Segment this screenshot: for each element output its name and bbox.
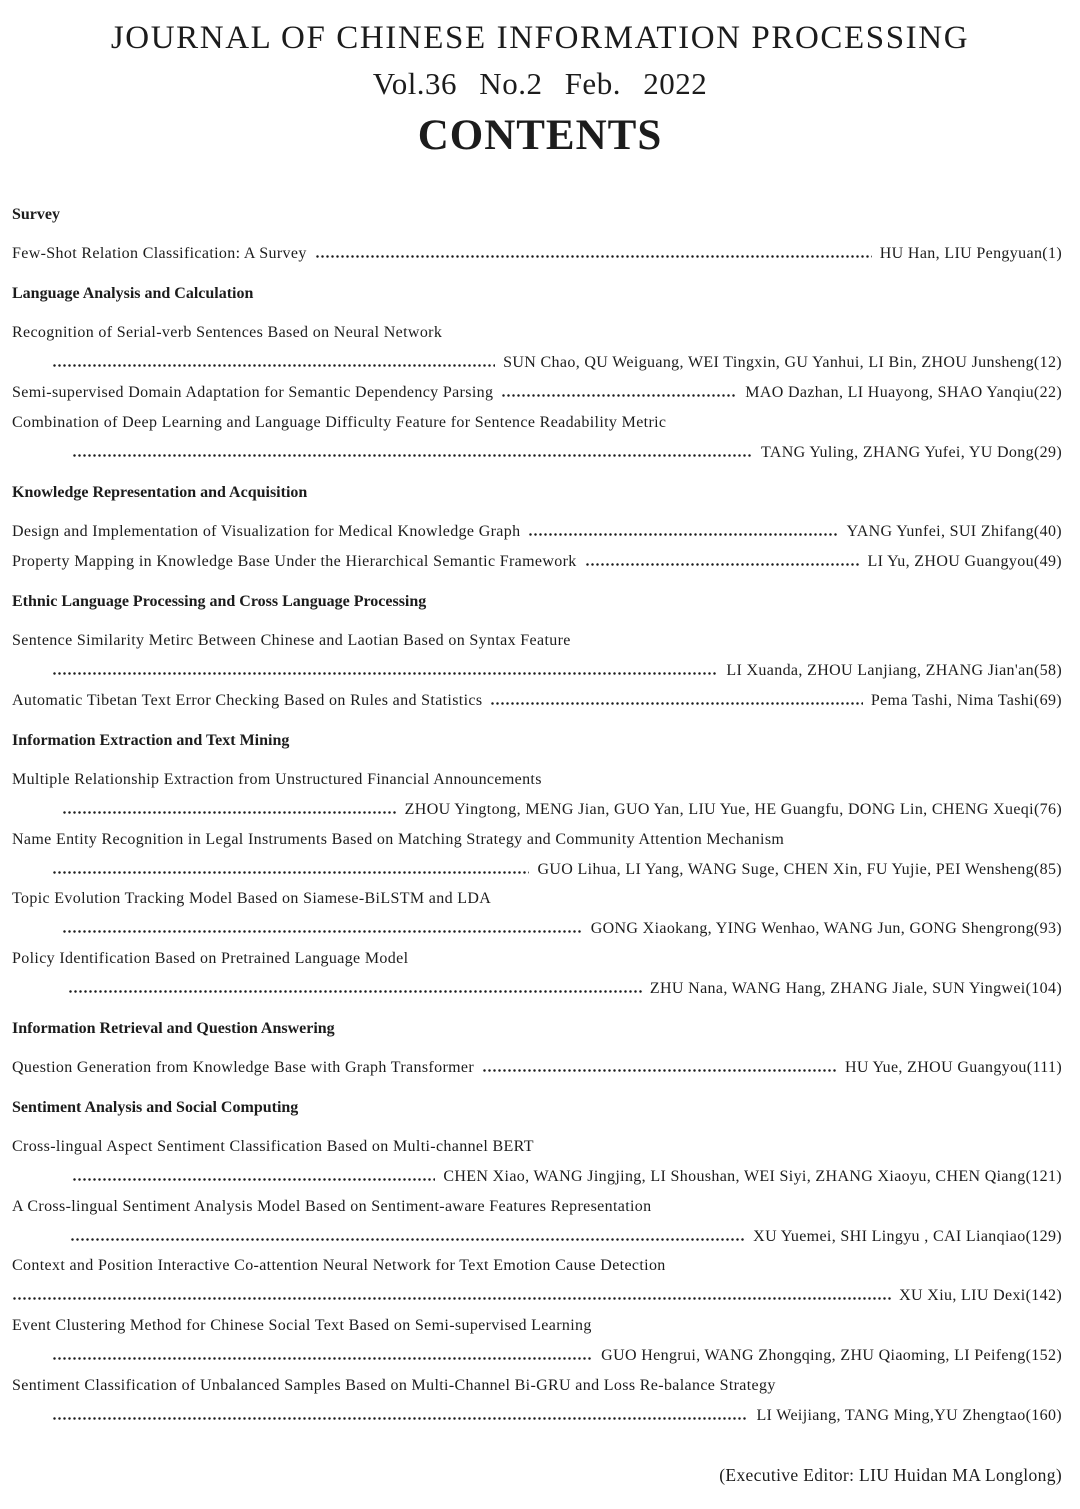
article-title: Event Clustering Method for Chinese Social Text Based on Semi-supervised Learning <box>12 1317 592 1334</box>
dot-leader <box>528 519 838 545</box>
toc-entry-continuation <box>62 797 1062 823</box>
article-authors: LI Xuanda, ZHOU Lanjiang, ZHANG Jian'an(58) <box>726 662 1062 679</box>
toc-entry-continuation <box>52 658 1062 684</box>
dot-leader <box>52 350 495 376</box>
toc-entry[interactable] <box>12 241 1062 267</box>
dot-leader <box>52 658 718 684</box>
toc-entry-continuation <box>52 1403 1062 1429</box>
issue-info: Vol.36 No.2 Feb. 2022 <box>372 66 708 101</box>
toc-entry[interactable] <box>12 1194 1062 1220</box>
article-title: Topic Evolution Tracking Model Based on Siamese-BiLSTM and LDA <box>12 890 492 907</box>
article-title: Question Generation from Knowledge Base with Graph Transformer <box>12 1059 475 1076</box>
toc-entry-continuation <box>52 857 1062 883</box>
dot-leader <box>482 1055 837 1081</box>
dot-leader <box>72 440 753 466</box>
article-title: Policy Identification Based on Pretrained Language Model <box>12 950 409 967</box>
journal-title: JOURNAL OF CHINESE INFORMATION PROCESSING <box>110 20 970 56</box>
article-title: Multiple Relationship Extraction from Unstructured Financial Announcements <box>12 771 542 788</box>
article-title: Sentence Similarity Metirc Between Chinese and Laotian Based on Syntax Feature <box>12 632 571 649</box>
toc-entry[interactable] <box>12 1134 1062 1160</box>
dot-leader <box>490 688 862 714</box>
section-title-ethnic-language: Ethnic Language Processing and Cross Language Processing <box>12 593 427 610</box>
dot-leader <box>501 380 737 406</box>
article-authors: XU Yuemei, SHI Lingyu , CAI Lianqiao(129) <box>753 1228 1062 1245</box>
article-title: Automatic Tibetan Text Error Checking Based on Rules and Statistics <box>12 692 483 709</box>
toc-entry[interactable] <box>12 886 1062 912</box>
article-authors: MAO Dazhan, LI Huayong, SHAO Yanqiu(22) <box>745 384 1062 401</box>
toc-entry-continuation <box>72 1164 1062 1190</box>
article-authors: GUO Hengrui, WANG Zhongqing, ZHU Qiaoming, LI Peifeng(152) <box>601 1347 1062 1364</box>
article-authors: SUN Chao, QU Weiguang, WEI Tingxin, GU Yanhui, LI Bin, ZHOU Junsheng(12) <box>503 354 1062 371</box>
toc-entry[interactable] <box>12 519 1062 545</box>
toc-entry[interactable] <box>12 1373 1062 1399</box>
dot-leader <box>62 797 397 823</box>
dot-leader <box>72 1164 435 1190</box>
executive-editor-note: (Executive Editor: LIU Huidan MA Longlong) <box>719 1465 1062 1485</box>
article-authors: HU Yue, ZHOU Guangyou(111) <box>844 1059 1062 1076</box>
dot-leader <box>62 916 583 942</box>
contents-heading: CONTENTS <box>417 112 663 159</box>
toc-entry[interactable] <box>12 1055 1062 1081</box>
toc-entry-continuation <box>70 1224 1062 1250</box>
section-title-survey: Survey <box>12 206 60 223</box>
article-title: Property Mapping in Knowledge Base Under the Hierarchical Semantic Framework <box>12 553 577 570</box>
section-title-information-retrieval: Information Retrieval and Question Answering <box>12 1020 335 1037</box>
toc-entry[interactable] <box>12 946 1062 972</box>
section-title-sentiment-analysis: Sentiment Analysis and Social Computing <box>12 1099 299 1116</box>
toc-entry[interactable] <box>12 320 1062 346</box>
article-title: Cross-lingual Aspect Sentiment Classification Based on Multi-channel BERT <box>12 1138 534 1155</box>
article-title: A Cross-lingual Sentiment Analysis Model Based on Sentiment-aware Features Representation <box>12 1198 652 1215</box>
article-title: Semi-supervised Domain Adaptation for Semantic Dependency Parsing <box>12 384 494 401</box>
article-title: Combination of Deep Learning and Language Difficulty Feature for Sentence Readability Metric <box>12 414 667 431</box>
article-title: Sentiment Classification of Unbalanced Samples Based on Multi-Channel Bi-GRU and Loss Re-balance Strategy <box>12 1377 776 1394</box>
section-title-information-extraction: Information Extraction and Text Mining <box>12 732 290 749</box>
dot-leader <box>12 1283 891 1309</box>
article-title: Design and Implementation of Visualization for Medical Knowledge Graph <box>12 523 521 540</box>
article-authors: ZHOU Yingtong, MENG Jian, GUO Yan, LIU Yue, HE Guangfu, DONG Lin, CHENG Xueqi(76) <box>404 801 1062 818</box>
toc-entry[interactable] <box>12 688 1062 714</box>
toc-entry-continuation <box>72 440 1062 466</box>
article-authors: GONG Xiaokang, YING Wenhao, WANG Jun, GONG Shengrong(93) <box>590 920 1062 937</box>
dot-leader <box>70 1224 745 1250</box>
toc-entry[interactable] <box>12 410 1062 436</box>
section-title-knowledge-representation: Knowledge Representation and Acquisition <box>12 484 308 501</box>
article-authors: ZHU Nana, WANG Hang, ZHANG Jiale, SUN Yingwei(104) <box>649 980 1062 997</box>
toc-entry-continuation <box>12 1283 1062 1309</box>
toc-entry[interactable] <box>12 1253 1062 1279</box>
article-title: Recognition of Serial-verb Sentences Based on Neural Network <box>12 324 443 341</box>
dot-leader <box>52 1343 593 1369</box>
dot-leader <box>52 857 529 883</box>
dot-leader <box>52 1403 748 1429</box>
article-title: Name Entity Recognition in Legal Instruments Based on Matching Strategy and Community Attention Mechanism <box>12 831 785 848</box>
toc-entry[interactable] <box>12 628 1062 654</box>
toc-entry[interactable] <box>12 827 1062 853</box>
article-authors: YANG Yunfei, SUI Zhifang(40) <box>846 523 1062 540</box>
article-authors: TANG Yuling, ZHANG Yufei, YU Dong(29) <box>761 444 1062 461</box>
article-title: Context and Position Interactive Co-attention Neural Network for Text Emotion Cause Detection <box>12 1257 666 1274</box>
toc-entry-continuation <box>52 350 1062 376</box>
article-authors: LI Yu, ZHOU Guangyou(49) <box>867 553 1062 570</box>
article-authors: CHEN Xiao, WANG Jingjing, LI Shoushan, WEI Siyi, ZHANG Xiaoyu, CHEN Qiang(121) <box>443 1168 1062 1185</box>
section-title-language-analysis: Language Analysis and Calculation <box>12 285 254 302</box>
toc-entry[interactable] <box>12 380 1062 406</box>
dot-leader <box>68 976 642 1002</box>
dot-leader <box>585 549 860 575</box>
dot-leader <box>315 241 872 267</box>
article-authors: HU Han, LIU Pengyuan(1) <box>879 245 1062 262</box>
toc-entry-continuation <box>62 916 1062 942</box>
article-authors: GUO Lihua, LI Yang, WANG Suge, CHEN Xin, FU Yujie, PEI Wensheng(85) <box>537 861 1062 878</box>
toc-entry[interactable] <box>12 1313 1062 1339</box>
article-authors: Pema Tashi, Nima Tashi(69) <box>870 692 1062 709</box>
article-authors: LI Weijiang, TANG Ming,YU Zhengtao(160) <box>756 1407 1062 1424</box>
article-title: Few-Shot Relation Classification: A Survey <box>12 245 307 262</box>
toc-entry-continuation <box>52 1343 1062 1369</box>
toc-entry[interactable] <box>12 767 1062 793</box>
toc-entry-continuation <box>68 976 1062 1002</box>
toc-entry[interactable] <box>12 549 1062 575</box>
article-authors: XU Xiu, LIU Dexi(142) <box>899 1287 1062 1304</box>
